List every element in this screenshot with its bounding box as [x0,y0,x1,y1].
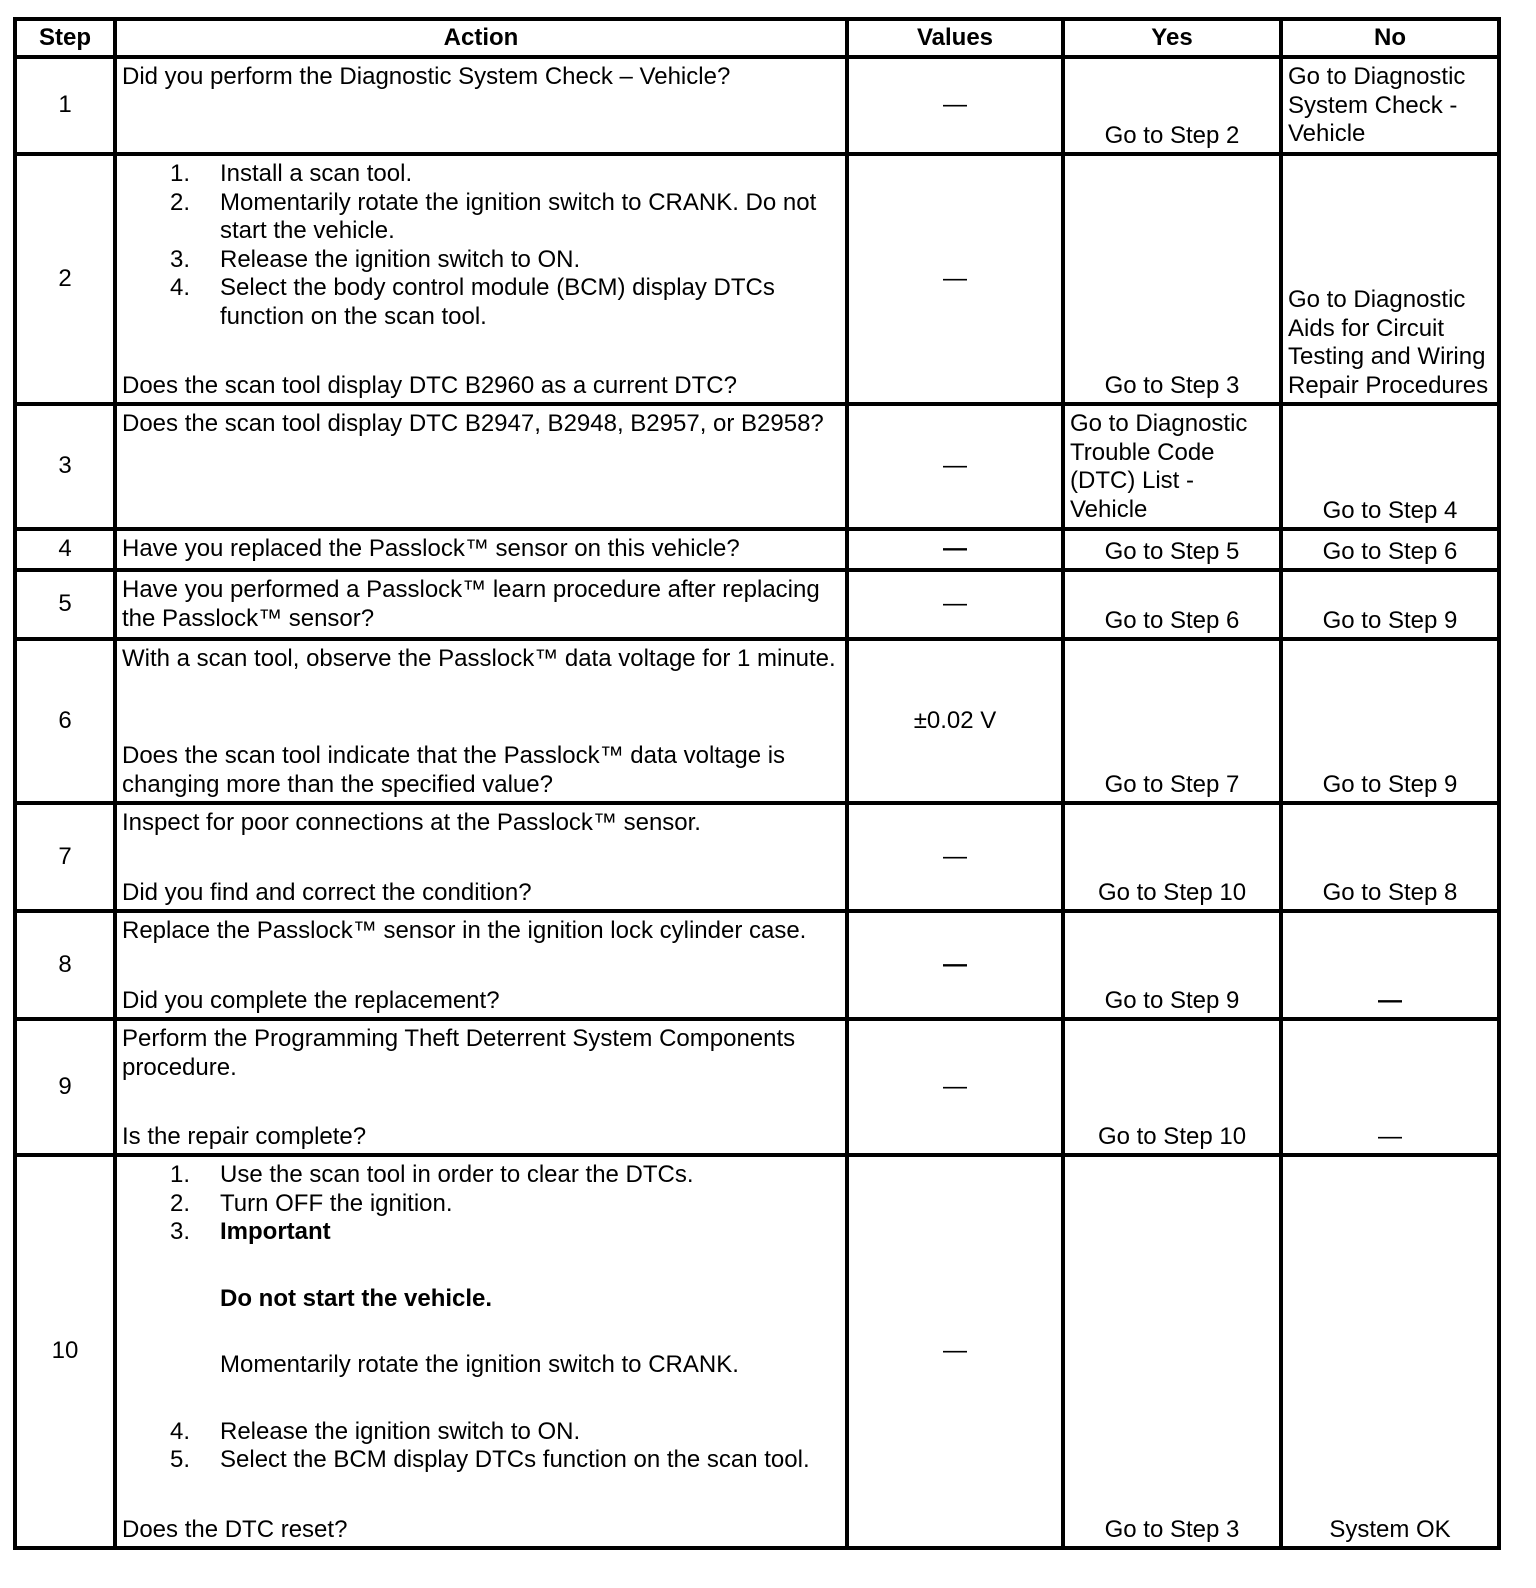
action-cell [115,1155,847,1548]
list-item: 5. Select the BCM display DTCs function on the scan tool. [170,1446,810,1473]
no-value: System OK [1329,1515,1451,1543]
action-cell [115,529,847,570]
important-note: Do not start the vehicle. [220,1284,493,1312]
no-cell [1281,404,1499,529]
diagnostic-table [13,17,1501,1550]
action-text: Replace the Passlock™ sensor in the ignition lock cylinder case. [122,917,807,944]
no-value: — [1378,1122,1402,1150]
action-cell [115,1019,847,1155]
action-question: Does the scan tool display DTC B2960 as a current DTC? [122,371,737,399]
list-item: 1. Install a scan tool. [170,160,413,187]
yes-link[interactable]: Go to Step 3 [1104,1515,1240,1543]
values-cell: — [847,57,1063,154]
no-link[interactable]: Go to Diagnostic Aids for Circuit Testing and Wiring Repair Procedures [1288,286,1489,399]
table-row [15,1019,1499,1155]
action-cell [115,404,847,529]
table-row [15,570,1499,639]
yes-cell [1063,911,1281,1019]
yes-cell [1063,803,1281,911]
values-cell: — [847,529,1063,570]
values-cell: — [847,570,1063,639]
yes-link[interactable]: Go to Step 10 [1097,1122,1247,1150]
action-steps [122,1418,841,1475]
header-step: Step [15,19,115,57]
table-row [15,911,1499,1019]
no-link[interactable]: Go to Step 4 [1322,496,1458,524]
no-link[interactable]: Go to Step 9 [1322,606,1458,634]
step-number: 4 [15,529,115,570]
values-cell: — [847,1019,1063,1155]
no-cell [1281,1019,1499,1155]
action-text: Inspect for poor connections at the Passlock™ sensor. [122,809,701,836]
no-link[interactable]: Go to Step 6 [1322,537,1458,565]
list-item: 4. Select the body control module (BCM) display DTCs function on the scan tool. [170,274,775,330]
list-item: 1. Use the scan tool in order to clear the DTCs. [170,1161,694,1188]
table-row [15,154,1499,404]
values-cell: — [847,911,1063,1019]
yes-link[interactable]: Go to Diagnostic Trouble Code (DTC) List - Vehicle [1070,410,1248,523]
list-item: 2. Momentarily rotate the ignition switch to CRANK. Do not start the vehicle. [170,188,817,244]
no-link[interactable]: Go to Step 9 [1322,770,1458,798]
action-text: Have you replaced the Passlock™ sensor on this vehicle? [122,535,740,562]
no-cell [1281,1155,1499,1548]
action-question: Does the DTC reset? [122,1515,348,1543]
important-block [122,1247,841,1418]
no-cell [1281,570,1499,639]
yes-link[interactable]: Go to Step 9 [1104,986,1240,1014]
no-cell [1281,911,1499,1019]
action-cell [115,639,847,803]
list-item: 3. Important [122,1218,841,1247]
no-cell [1281,529,1499,570]
no-cell [1281,803,1499,911]
values-cell: — [847,154,1063,404]
no-value: — [1378,986,1402,1014]
action-question: Did you complete the replacement? [122,986,500,1014]
header-row [15,19,1499,57]
step-number: 6 [15,639,115,803]
yes-cell [1063,57,1281,154]
important-label: Important [220,1218,331,1245]
action-cell [115,57,847,154]
step-number: 5 [15,570,115,639]
yes-link[interactable]: Go to Step 6 [1104,606,1240,634]
no-cell [1281,639,1499,803]
header-values: Values [847,19,1063,57]
list-item: 2. Turn OFF the ignition. [170,1189,453,1217]
step-number: 8 [15,911,115,1019]
table-row [15,529,1499,570]
step-number: 9 [15,1019,115,1155]
yes-link[interactable]: Go to Step 10 [1097,878,1247,906]
yes-link[interactable]: Go to Step 2 [1104,121,1240,149]
action-text: Did you perform the Diagnostic System Check – Vehicle? [122,63,731,90]
header-action: Action [115,19,847,57]
table-row [15,57,1499,154]
yes-cell [1063,404,1281,529]
yes-cell [1063,1155,1281,1548]
yes-cell [1063,570,1281,639]
list-item: 3. Release the ignition switch to ON. [170,245,581,273]
list-item: 4. Release the ignition switch to ON. [170,1417,581,1445]
no-link[interactable]: Go to Diagnostic System Check - Vehicle [1288,63,1466,147]
important-text: Momentarily rotate the ignition switch to CRANK. [220,1351,739,1378]
header-yes: Yes [1063,19,1281,57]
action-cell [115,154,847,404]
no-link[interactable]: Go to Step 8 [1322,878,1458,906]
yes-cell [1063,1019,1281,1155]
action-question: Is the repair complete? [122,1122,367,1150]
yes-link[interactable]: Go to Step 3 [1104,371,1240,399]
action-steps [122,160,841,331]
yes-cell [1063,639,1281,803]
table-row [15,803,1499,911]
values-cell: — [847,1155,1063,1548]
action-text: With a scan tool, observe the Passlock™ data voltage for 1 minute. [122,645,836,672]
action-text: Does the scan tool display DTC B2947, B2948, B2957, or B2958? [122,410,824,437]
table-row [15,404,1499,529]
action-cell [115,570,847,639]
table-row [15,639,1499,803]
action-question: Did you find and correct the condition? [122,878,532,906]
action-text: Have you performed a Passlock™ learn procedure after replacing the Passlock™ sensor? [122,576,820,632]
step-number: 7 [15,803,115,911]
no-cell [1281,154,1499,404]
step-number: 10 [15,1155,115,1548]
action-cell [115,803,847,911]
step-number: 2 [15,154,115,404]
table-row [15,1155,1499,1548]
action-steps [122,1161,841,1247]
yes-link[interactable]: Go to Step 5 [1104,537,1240,565]
no-cell [1281,57,1499,154]
yes-link[interactable]: Go to Step 7 [1104,770,1240,798]
values-cell: — [847,803,1063,911]
yes-cell [1063,154,1281,404]
step-number: 1 [15,57,115,154]
action-text: Perform the Programming Theft Deterrent System Components procedure. [122,1025,796,1081]
yes-cell [1063,529,1281,570]
action-question: Does the scan tool indicate that the Passlock™ data voltage is changing more than the specified value? [122,742,786,798]
values-cell: ±0.02 V [847,639,1063,803]
values-cell: — [847,404,1063,529]
action-cell [115,911,847,1019]
header-no: No [1281,19,1499,57]
step-number: 3 [15,404,115,529]
